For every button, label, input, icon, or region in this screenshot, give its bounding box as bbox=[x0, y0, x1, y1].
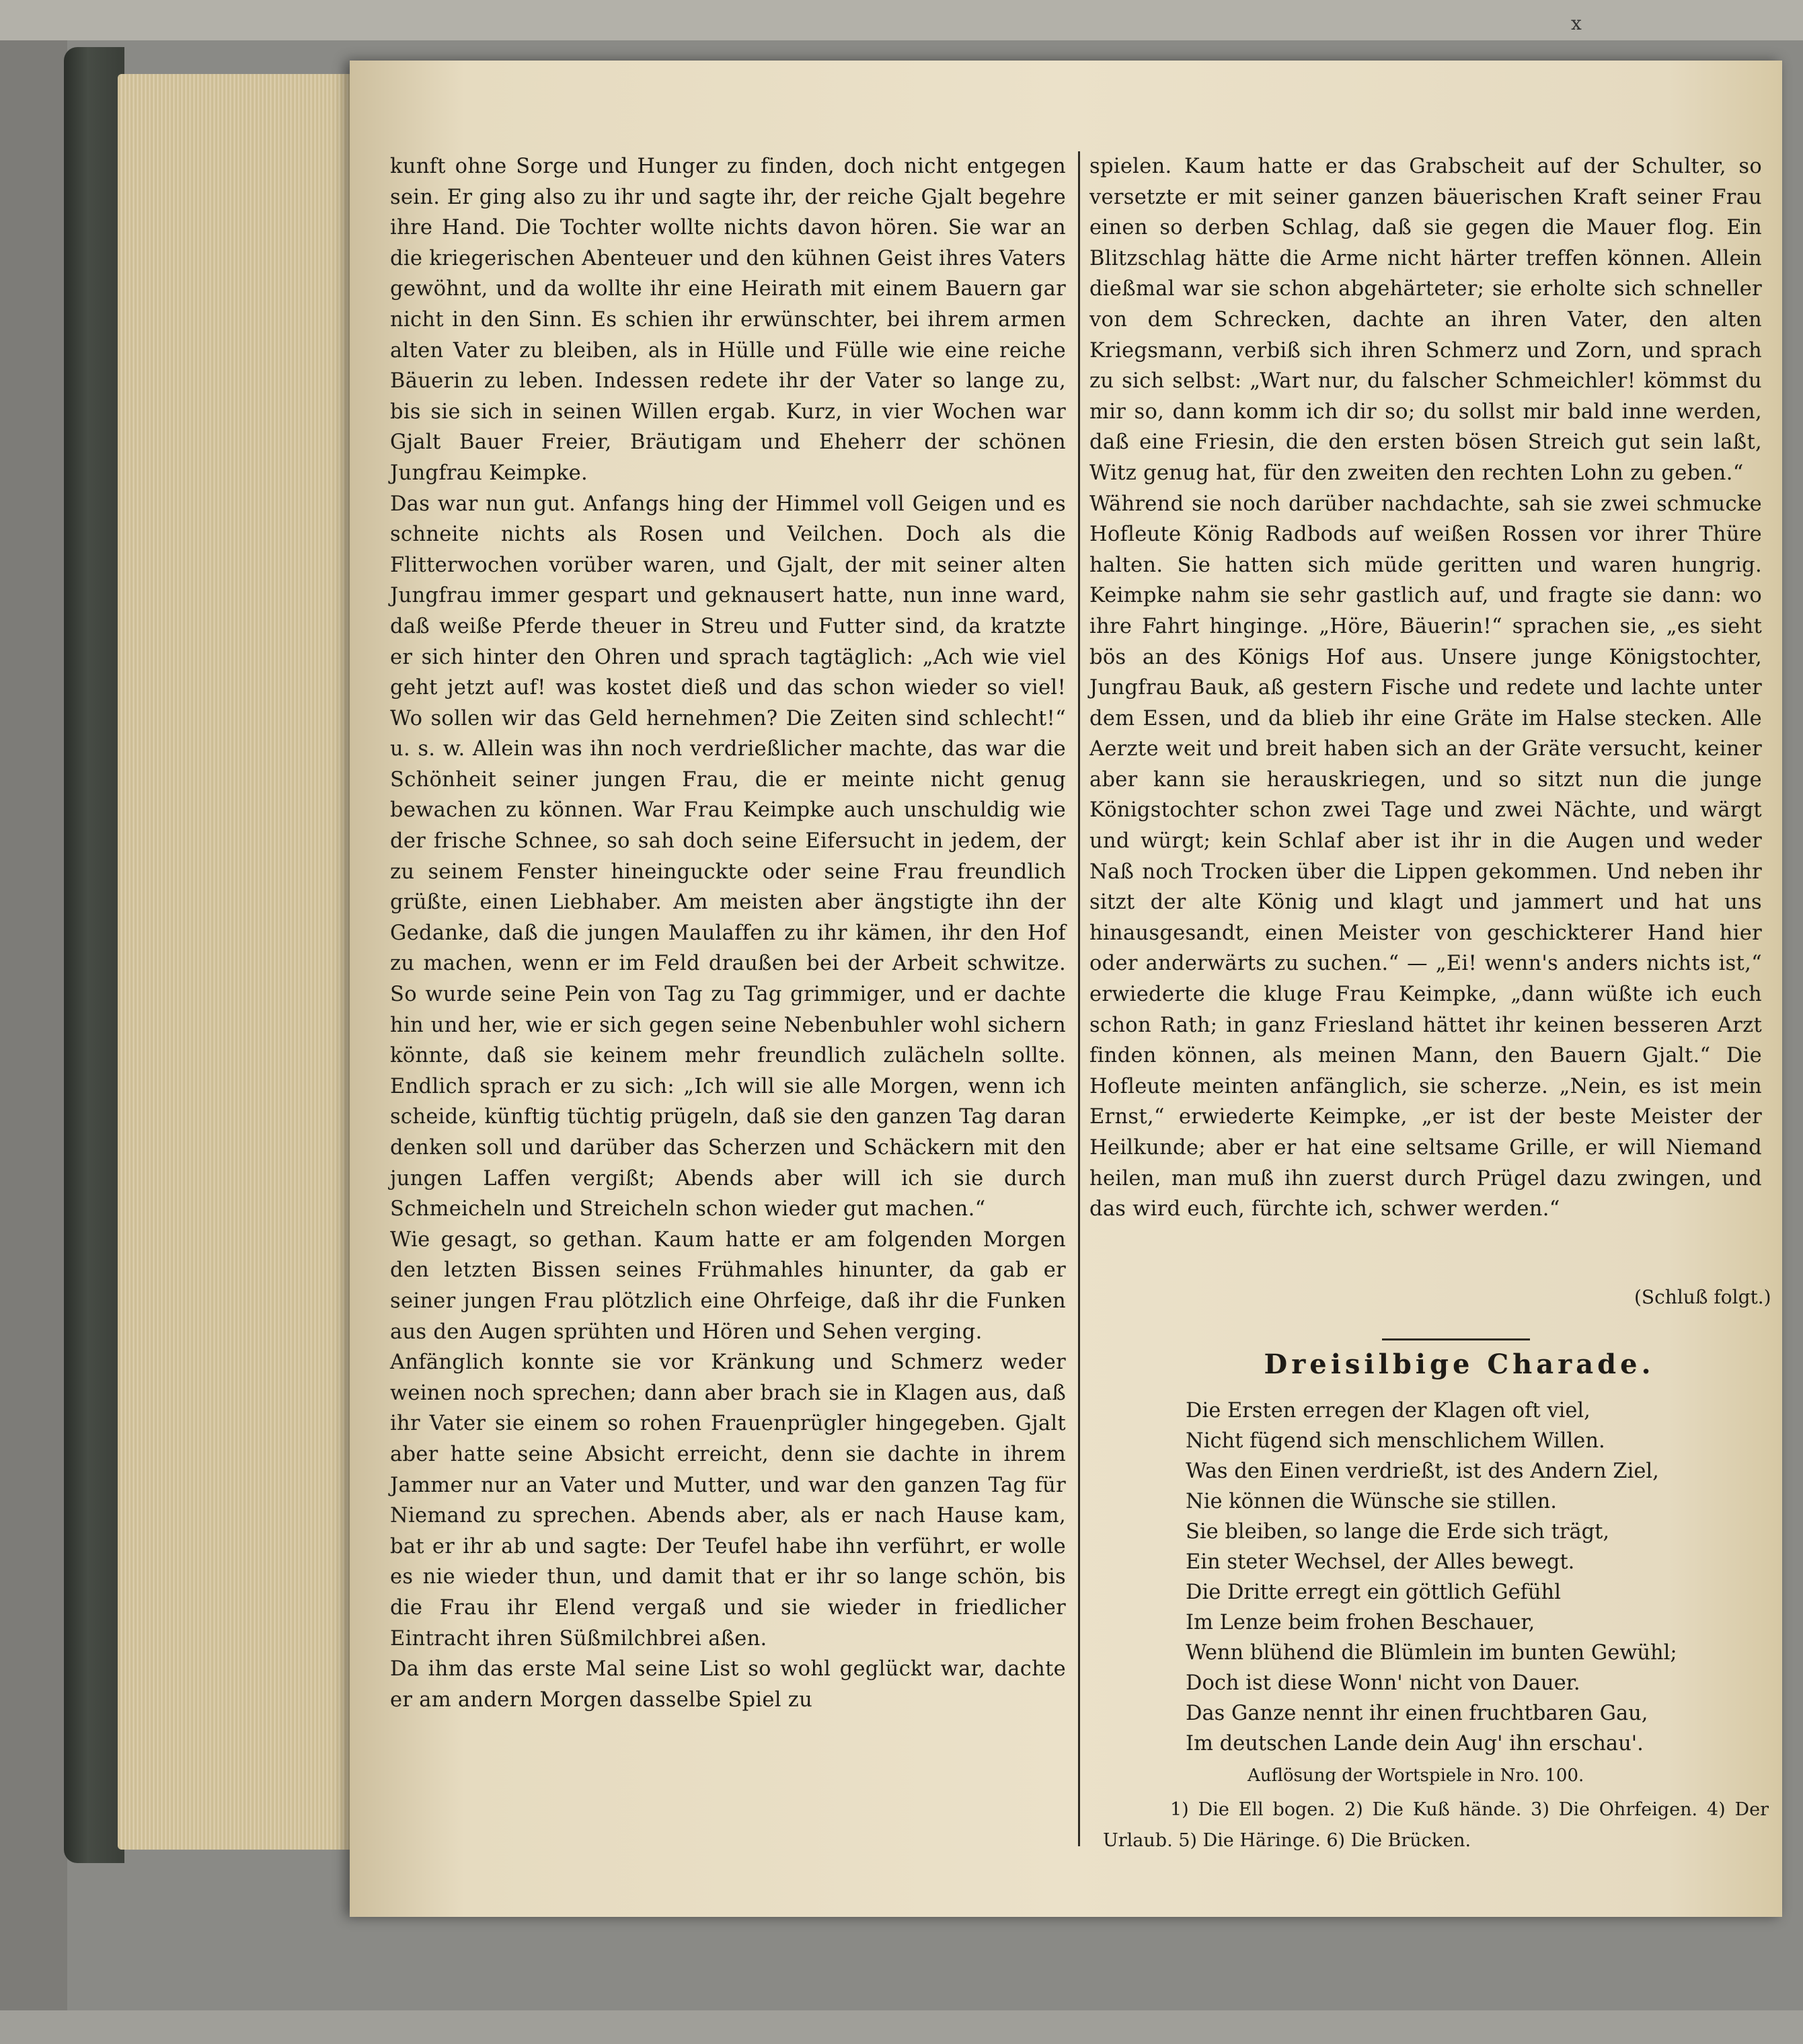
poem-line: Doch ist diese Wonn' nicht von Dauer. bbox=[1186, 1671, 1580, 1695]
poem-line: Im deutschen Lande dein Aug' ihn erschau'. bbox=[1186, 1732, 1644, 1755]
left-column-text: kunft ohne Sorge und Hunger zu finden, doch nicht entgegen sein. Er ging also zu ihr und sagte ihr, der reiche Gjalt begehre ihre Hand. Die Tochter wollte nichts davon hören. Sie war an die kriegerischen Abenteuer und den kühnen Geist ihres Vaters gewöhnt, und da wollte ihr eine Heirath mit einem Bauern gar nicht in den Sinn. Es schien ihr erwünschter, bei ihrem armen alten Vater zu bleiben, als in Hülle und Fülle wie eine reiche Bäuerin zu leben. Indessen redete ihr der Vater so lange zu, bis sie sich in seinen Willen ergab. Kurz, in vier Wochen war Gjalt Bauer Freier, Bräutigam und Eheherr der schönen Jungfrau Keimpke. Das war nun gut. Anfangs hing der Himmel voll Geigen und es schneite nichts als Rosen und Veilchen. Doch als die Flitterwochen vorüber waren, und Gjalt, der mit seiner alten Jungfrau immer gespart und geknausert hatte, nun inne ward, daß weiße Pferde theuer in Streu und Futter sind, da kratzte er sich hinter den Ohren und sprach tagtäglich: „Ach wie viel geht jetzt auf! was kostet dieß und das schon wieder so viel! Wo sollen wir das Geld hernehmen? Die Zeiten sind schlecht!“ u. s. w. Allein was ihn noch verdrießlicher machte, das war die Schönheit seiner jungen Frau, die er meinte nicht genug bewachen zu können. War Frau Keimpke auch unschuldig wie der frische Schnee, so sah doch seine Eifersucht in jedem, der zu seinem Fenster hineinguckte oder seine Frau freundlich grüßte, einen Liebhaber. Am meisten aber ängstigte ihn der Gedanke, daß die jungen Maulaffen zu ihr kämen, ihr den Hof zu machen, wenn er im Feld draußen bei der Arbeit schwitze. So wurde seine Pein von Tag zu Tag grimmiger, und er dachte hin und her, wie er sich gegen seine Nebenbuhler wohl sichern könnte, daß sie keinem mehr freundlich zulächeln sollte. Endlich sprach er zu sich: „Ich will sie alle Morgen, wenn ich scheide, künftig tüchtig prügeln, daß sie den ganzen Tag daran denken soll und darüber das Scherzen und Schäckern mit den jungen Laffen vergißt; Abends aber will ich sie durch Schmeicheln und Streicheln schon wieder gut machen.“ Wie gesagt, so gethan. Kaum hatte er am folgenden Morgen den letzten Bissen seines Frühmahles hinunter, da gab er seiner jungen Frau plötzlich eine Ohrfeige, daß ihr die Funken aus den Augen sprühten und Hören und Sehen verging. Anfänglich konnte sie vor Kränkung und Schmerz weder weinen noch sprechen; dann aber brach sie in Klagen aus, daß ihr Vater sie einem so rohen Frauenprügler hingegeben. Gjalt aber hatte seine Absicht erreicht, denn sie dachte in ihrem Jammer nur an Vater und Mutter, und war den ganzen Tag für Niemand zu sprechen. Abends aber, als er nach Hause kam, bat er ihr ab und sagte: Der Teufel habe ihn verführt, er wolle es nie wieder thun, und damit that er ihr so lange schön, bis die Frau ihr Elend vergaß und sie wieder in friedlicher Eintracht ihren Süßmilchbrei aßen. Da ihm das erste Mal seine List so wohl geglückt war, dachte er am andern Morgen dasselbe Spiel zu bbox=[390, 155, 1066, 1712]
page-edges bbox=[118, 74, 353, 1850]
right-column bbox=[1089, 151, 1762, 1315]
poem-line: Was den Einen verdrießt, ist des Andern Ziel, bbox=[1186, 1460, 1659, 1483]
charade-title: Dreisilbige Charade. bbox=[1264, 1349, 1655, 1380]
poem-line: Die Dritte erregt ein göttlich Gefühl bbox=[1186, 1581, 1561, 1604]
poem-line: Im Lenze beim frohen Beschauer, bbox=[1186, 1611, 1535, 1634]
poem-line: Ein steter Wechsel, der Alles bewegt. bbox=[1186, 1550, 1575, 1574]
corner-mark: x bbox=[1571, 12, 1582, 34]
poem-line: Das Ganze nennt ihr einen fruchtbaren Gau, bbox=[1186, 1702, 1648, 1725]
closing-note: (Schluß folgt.) bbox=[1634, 1286, 1771, 1308]
charade-poem bbox=[1186, 1396, 1777, 1759]
poem-line: Wenn blühend die Blümlein im bunten Gewühl; bbox=[1186, 1641, 1677, 1665]
right-column-text: spielen. Kaum hatte er das Grabscheit auf der Schulter, so versetzte er mit seiner ganzen bäuerischen Kraft seiner Frau einen so derben Schlag, daß sie gegen die Mauer flog. Ein Blitzschlag hätte die Arme nicht härter treffen können. Allein dießmal war sie schon abgehärteter; sie erholte sich schneller von dem Schrecken, dachte an ihren Vater, den alten Kriegsmann, verbiß sich ihren Schmerz und Zorn, und sprach zu sich selbst: „Wart nur, du falscher Schmeichler! kömmst du mir so, dann komm ich dir so; du sollst mir bald inne werden, daß eine Friesin, die den ersten bösen Streich gut sein laßt, Witz genug hat, für den zweiten den rechten Lohn zu geben.“ Während sie noch darüber nachdachte, sah sie zwei schmucke Hofleute König Radbods auf weißen Rossen vor ihrer Thüre halten. Sie hatten sich müde geritten und waren hungrig. Keimpke nahm sie sehr gastlich auf, und fragte sie dann: wo ihre Fahrt hinginge. „Höre, Bäuerin!“ sprachen sie, „es sieht bös an des Königs Hof aus. Unsere junge Königstochter, Jungfrau Bauk, aß gestern Fische und redete und lachte unter dem Essen, und da blieb ihr eine Gräte im Halse stecken. Alle Aerzte weit und breit haben sich an der Gräte versucht, keiner aber kann sie herauskriegen, und so sitzt nun die junge Königstochter schon zwei Tage und zwei Nächte, und wärgt und würgt; kein Schlaf aber ist ihr in die Augen und weder Naß noch Trocken über die Lippen gekommen. Und neben ihr sitzt der alte König und klagt und jammert und hat uns hinausgesandt, einen Meister von geschickterer Hand hier oder anderwärts zu suchen.“ — „Ei! wenn's anders nichts ist,“ erwiederte die kluge Frau Keimpke, „dann wüßte ich euch schon Rath; in ganz Friesland hättet ihr keinen besseren Arzt finden können, als meinen Mann, den Bauern Gjalt.“ Die Hofleute meinten anfänglich, sie scherze. „Nein, es ist mein Ernst,“ erwiederte Keimpke, „er ist der beste Meister der Heilkunde; aber er hat eine seltsame Grille, er will Niemand heilen, man muß ihn zuerst durch Prügel dazu zwingen, und das wird euch, fürchte ich, schwer werden.“ bbox=[1089, 155, 1762, 1221]
book-cover bbox=[64, 47, 124, 1863]
column-divider bbox=[1078, 151, 1080, 1846]
poem-line: Die Ersten erregen der Klagen oft viel, bbox=[1186, 1399, 1590, 1423]
solution-text: 1) Die Ell bogen. 2) Die Kuß hände. 3) Die Ohrfeigen. 4) Der Urlaub. 5) Die Häringe. 6) Die Brücken. bbox=[1103, 1799, 1769, 1851]
poem-line: Nicht fügend sich menschlichem Willen. bbox=[1186, 1429, 1605, 1453]
poem-line: Nie können die Wünsche sie stillen. bbox=[1186, 1490, 1557, 1513]
section-separator bbox=[1382, 1338, 1530, 1340]
solution-heading: Auflösung der Wortspiele in Nro. 100. bbox=[1248, 1766, 1584, 1786]
scan-background-top bbox=[0, 0, 1803, 40]
scan-background-bottom bbox=[0, 2010, 1803, 2044]
poem-line: Sie bleiben, so lange die Erde sich trägt, bbox=[1186, 1520, 1610, 1544]
left-column bbox=[390, 151, 1066, 1715]
scan-background-left bbox=[0, 40, 67, 2044]
